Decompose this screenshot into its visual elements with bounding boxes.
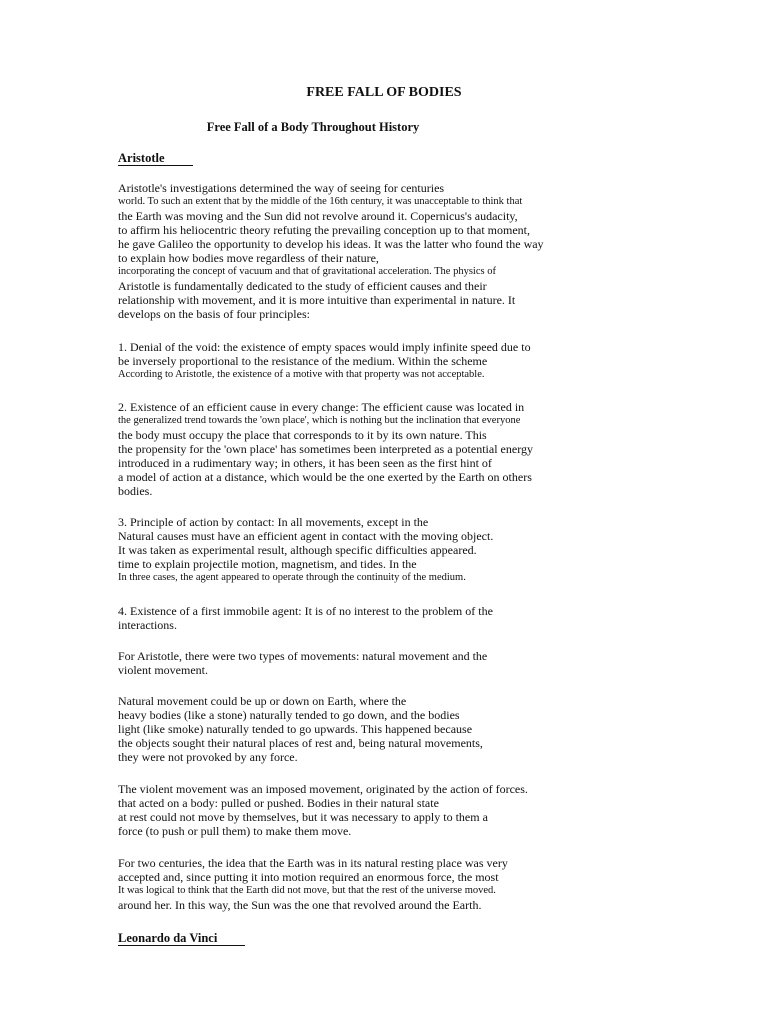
paragraph-principle-4 [118,604,578,632]
paragraph-line: 1. Denial of the void: the existence of empty spaces would imply infinite speed due to [118,340,531,354]
paragraph-line: In three cases, the agent appeared to operate through the continuity of the medium. [118,572,466,583]
paragraph-line: incorporating the concept of vacuum and that of gravitational acceleration. The physics of [118,266,496,277]
paragraph-line: For two centuries, the idea that the Earth was in its natural resting place was very [118,856,508,870]
paragraph-line: Natural causes must have an efficient agent in contact with the moving object. [118,529,494,543]
section-heading-aristotle: Aristotle [118,151,193,166]
paragraph-line: the body must occupy the place that corresponds to it by its own nature. This [118,428,487,442]
paragraph-line: develops on the basis of four principles: [118,307,310,321]
section-heading-leonardo-da-vinci: Leonardo da Vinci [118,931,245,946]
paragraph-line: accepted and, since putting it into motion required an enormous force, the most [118,870,499,884]
paragraph-line: they were not provoked by any force. [118,750,298,764]
paragraph-line: It was logical to think that the Earth did not move, but that the rest of the universe moved. [118,885,496,896]
paragraph-line: a model of action at a distance, which would be the one exerted by the Earth on others [118,470,532,484]
paragraph-line: light (like smoke) naturally tended to go upwards. This happened because [118,722,473,736]
paragraph-line: 3. Principle of action by contact: In all movements, except in the [118,515,429,529]
paragraph-line: be inversely proportional to the resistance of the medium. Within the scheme [118,354,488,368]
paragraph-line: interactions. [118,618,177,632]
paragraph-principle-3 [118,515,578,585]
paragraph-line: 4. Existence of a first immobile agent: It is of no interest to the problem of the [118,604,493,618]
paragraph-line: 2. Existence of an efficient cause in every change: The efficient cause was located in [118,400,525,414]
document-title: FREE FALL OF BODIES [306,85,462,100]
paragraph-intro [118,181,578,321]
paragraph-line: time to explain projectile motion, magnetism, and tides. In the [118,557,417,571]
paragraph-line: the propensity for the 'own place' has sometimes been interpreted as a potential energy [118,442,533,456]
paragraph-line: the Earth was moving and the Sun did not revolve around it. Copernicus's audacity, [118,209,518,223]
paragraph-line: bodies. [118,484,153,498]
document-subtitle: Free Fall of a Body Throughout History [206,120,420,134]
paragraph-earth-resting [118,856,578,912]
paragraph-line: the objects sought their natural places of rest and, being natural movements, [118,736,483,750]
paragraph-movement-types [118,649,578,677]
paragraph-line: relationship with movement, and it is more intuitive than experimental in nature. It [118,293,516,307]
paragraph-line: the generalized trend towards the 'own place', which is nothing but the inclination that everyone [118,415,521,426]
paragraph-line: The violent movement was an imposed movement, originated by the action of forces. [118,782,528,796]
paragraph-line: to explain how bodies move regardless of their nature, [118,251,379,265]
paragraph-line: that acted on a body: pulled or pushed. Bodies in their natural state [118,796,439,810]
paragraph-principle-1 [118,340,578,382]
paragraph-line: around her. In this way, the Sun was the one that revolved around the Earth. [118,898,482,912]
paragraph-line: It was taken as experimental result, although specific difficulties appeared. [118,543,477,557]
paragraph-line: According to Aristotle, the existence of a motive with that property was not acceptable. [118,369,485,380]
paragraph-natural-movement [118,694,578,764]
paragraph-line: introduced in a rudimentary way; in others, it has been seen as the first hint of [118,456,492,470]
paragraph-principle-2 [118,400,578,498]
paragraph-line: world. To such an extent that by the middle of the 16th century, it was unacceptable to think that [118,196,523,207]
paragraph-line: Natural movement could be up or down on Earth, where the [118,694,407,708]
paragraph-violent-movement [118,782,578,838]
paragraph-line: to affirm his heliocentric theory refuting the prevailing conception up to that moment, [118,223,530,237]
paragraph-line: Aristotle is fundamentally dedicated to the study of efficient causes and their [118,279,487,293]
paragraph-line: violent movement. [118,663,208,677]
paragraph-line: Aristotle's investigations determined the way of seeing for centuries [118,181,445,195]
paragraph-line: at rest could not move by themselves, but it was necessary to apply to them a [118,810,488,824]
paragraph-line: force (to push or pull them) to make them move. [118,824,352,838]
paragraph-line: For Aristotle, there were two types of movements: natural movement and the [118,649,488,663]
paragraph-line: he gave Galileo the opportunity to develop his ideas. It was the latter who found the way [118,237,544,251]
paragraph-line: heavy bodies (like a stone) naturally tended to go down, and the bodies [118,708,460,722]
